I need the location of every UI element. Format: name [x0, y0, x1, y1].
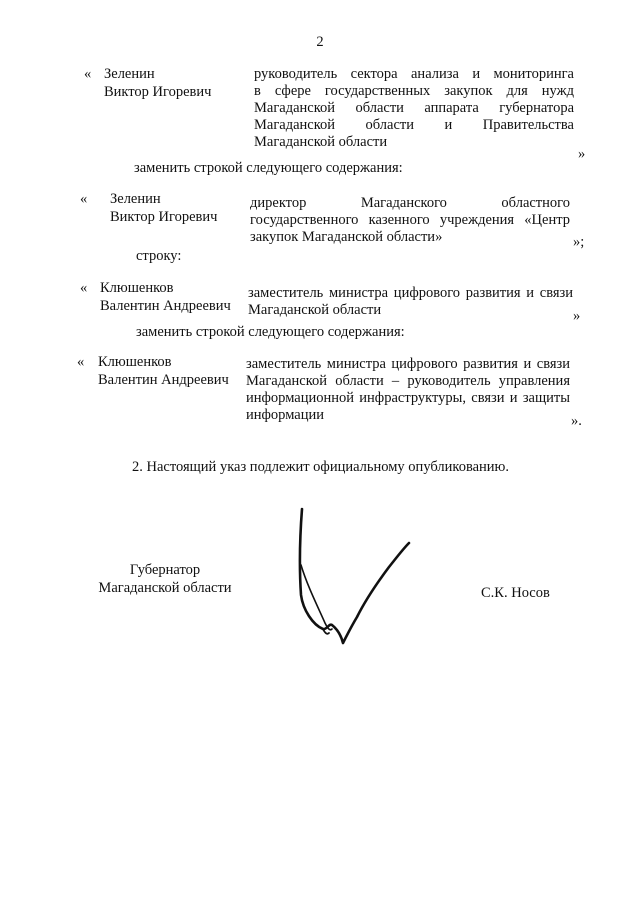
entry-4-surname: Клюшенков [98, 354, 172, 370]
entry-1-position-line: Магаданской области [254, 134, 388, 150]
entry-3-surname: Клюшенков [100, 280, 174, 296]
entry-1-quote-close: » [578, 146, 586, 162]
entry-3-position-line: заместитель министра цифрового развития и связи [248, 285, 573, 301]
clause-2: 2. Настоящий указ подлежит официальному опубликованию. [132, 459, 510, 475]
signatory-title-line: Губернатор [129, 562, 201, 578]
signatory-title [96, 562, 234, 597]
entry-2-given-names: Виктор Игоревич [110, 209, 218, 225]
entry-4-name [98, 354, 229, 389]
entry-1-name [104, 66, 211, 101]
entry-2-position-line: директор Магаданского областного [250, 195, 570, 211]
signatory-title-line: Магаданской области [98, 580, 232, 596]
entry-4-position-line: информационной инфраструктуры, связи и защиты [246, 390, 570, 406]
entry-4-quote-open: « [77, 354, 85, 370]
entry-4-quote-close: ». [571, 413, 582, 429]
entry-2-name [110, 191, 217, 226]
handwritten-signature [285, 505, 425, 650]
entry-4-position-line: Магаданской области – руководитель управления [246, 373, 570, 389]
entry-3-position-line: Магаданской области [248, 302, 382, 318]
entry-3-name [100, 280, 231, 315]
entry-1-position-line: в сфере государственных закупок для нужд [254, 83, 574, 99]
entry-2-position-line: закупок Магаданской области» [250, 229, 443, 245]
entry-1-position-line: Магаданской области и Правительства [254, 117, 574, 133]
entry-4-position-line: заместитель министра цифрового развития и связи [246, 356, 570, 372]
entry-4-position-line: информации [246, 407, 324, 423]
entry-1-surname: Зеленин [104, 66, 155, 82]
entry-3-quote-close: » [573, 308, 581, 324]
entry-2-position-line: государственного казенного учреждения «Центр [250, 212, 570, 228]
entry-1-position [254, 66, 574, 151]
entry-2-position [250, 195, 570, 246]
entry-4-given-names: Валентин Андреевич [98, 372, 229, 388]
entry-1-position-line: руководитель сектора анализа и мониторинга [254, 66, 574, 82]
entry-1-quote-open: « [84, 66, 92, 82]
entry-1-position-line: Магаданской области аппарата губернатора [254, 100, 574, 116]
entry-3-given-names: Валентин Андреевич [100, 298, 231, 314]
entry-2-quote-close: »; [573, 234, 585, 250]
replace-note-1: заменить строкой следующего содержания: [134, 160, 403, 176]
line-note: строку: [136, 248, 182, 264]
replace-note-2: заменить строкой следующего содержания: [136, 324, 405, 340]
entry-2-surname: Зеленин [110, 191, 161, 207]
entry-2-quote-open: « [80, 191, 88, 207]
signatory-name: С.К. Носов [481, 585, 550, 601]
page-number: 2 [316, 34, 324, 50]
entry-3-quote-open: « [80, 280, 88, 296]
entry-4-position [246, 356, 570, 424]
entry-3-position [248, 285, 573, 319]
entry-1-given-names: Виктор Игоревич [104, 84, 212, 100]
